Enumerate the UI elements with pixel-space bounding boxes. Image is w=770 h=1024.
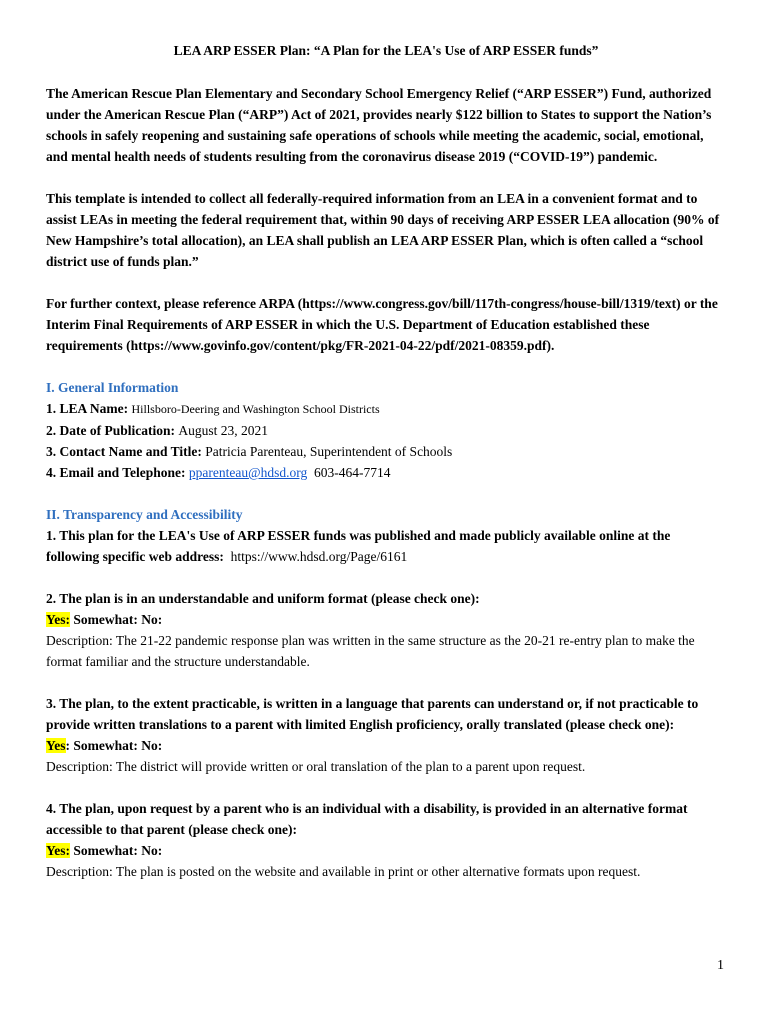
contact-label: 3. Contact Name and Title:	[46, 444, 202, 459]
publication-date-label: 2. Date of Publication:	[46, 423, 175, 438]
intro-paragraph-2: This template is intended to collect all federally-required information from an LEA in a convenient format and to assist LEAs in meeting the federal requirement that, within 90 days of receiving ARP ESSER LEA allocation (90% of New Hampshire’s total allocation), an LEA shall publish an LEA ARP ESSER Plan, which is often called a “school district use of funds plan.”	[46, 191, 720, 269]
question-1-text: 1. This plan for the LEA's Use of ARP ESSER funds was published and made publicly available online at the following specific web address:	[46, 528, 671, 564]
question-3-yes-highlight: Yes	[46, 738, 66, 753]
question-2-text: 2. The plan is in an understandable and uniform format (please check one):	[46, 591, 480, 606]
question-4-answer	[46, 840, 726, 861]
question-3-description: Description: The district will provide written or oral translation of the plan to a parent upon request.	[46, 759, 586, 774]
question-4-yes-highlight: Yes:	[46, 843, 70, 858]
contact-line	[46, 441, 726, 462]
plan-web-address: https://www.hdsd.org/Page/6161	[230, 549, 408, 564]
question-3-text: 3. The plan, to the extent practicable, is written in a language that parents can understand or, if not practicable to provide written translations to a parent with limited English proficiency, orally translated (please check one):	[46, 696, 699, 732]
intro-paragraph-3: For further context, please reference ARPA (https://www.congress.gov/bill/117th-congress/house-bill/1319/text) or the Interim Final Requirements of ARP ESSER in which the U.S. Department of Education established these requirements (https://www.govinfo.gov/content/pkg/FR-2021-04-22/pdf/2021-08359.pdf).	[46, 296, 718, 353]
question-3-answer	[46, 735, 726, 756]
email-telephone-line	[46, 462, 726, 483]
document-title: LEA ARP ESSER Plan: “A Plan for the LEA's Use of ARP ESSER funds”	[173, 43, 599, 58]
question-4-options: Somewhat: No:	[73, 843, 163, 858]
question-2-answer	[46, 609, 726, 630]
question-2-description: Description: The 21-22 pandemic response plan was written in the same structure as the 20-21 re-entry plan to make the format familiar and the structure understandable.	[46, 633, 695, 669]
document-body	[46, 40, 726, 882]
section-general-information-heading: I. General Information	[46, 380, 179, 395]
contact-value: Patricia Parenteau, Superintendent of Schools	[205, 444, 453, 459]
telephone-value: 603-464-7714	[313, 465, 391, 480]
question-3-options: : Somewhat: No:	[65, 738, 163, 753]
intro-paragraph-1: The American Rescue Plan Elementary and Secondary School Emergency Relief (“ARP ESSER”) Fund, authorized under the American Rescue Plan (“ARP”) Act of 2021, provides nearly $122 billion to States to support the Nation’s schools in safely reopening and sustaining safe operations of schools while meeting the academic, social, emotional, and mental health needs of students resulting from the coronavirus disease 2019 (“COVID-19”) pandemic.	[46, 86, 712, 164]
lea-name-value: Hillsboro-Deering and Washington School Districts	[131, 402, 380, 416]
question-2-options: Somewhat: No:	[73, 612, 163, 627]
question-1	[46, 525, 726, 567]
question-4-text: 4. The plan, upon request by a parent who is an individual with a disability, is provided in an alternative format accessible to that parent (please check one):	[46, 801, 688, 837]
publication-date-value: August 23, 2021	[178, 423, 269, 438]
lea-name-label: 1. LEA Name	[46, 401, 124, 416]
section-transparency-heading: II. Transparency and Accessibility	[46, 507, 243, 522]
email-telephone-label: 4. Email and Telephone:	[46, 465, 186, 480]
question-2-yes-highlight: Yes:	[46, 612, 70, 627]
email-link[interactable]: pparenteau@hdsd.org	[188, 465, 308, 480]
lea-name-line: 1. LEA Name: Hillsboro-Deering and Washington School Districts	[46, 401, 380, 416]
question-4-description: Description: The plan is posted on the website and available in print or other alternative formats upon request.	[46, 864, 641, 879]
publication-date-line	[46, 420, 726, 441]
page-number: 1	[717, 958, 724, 973]
